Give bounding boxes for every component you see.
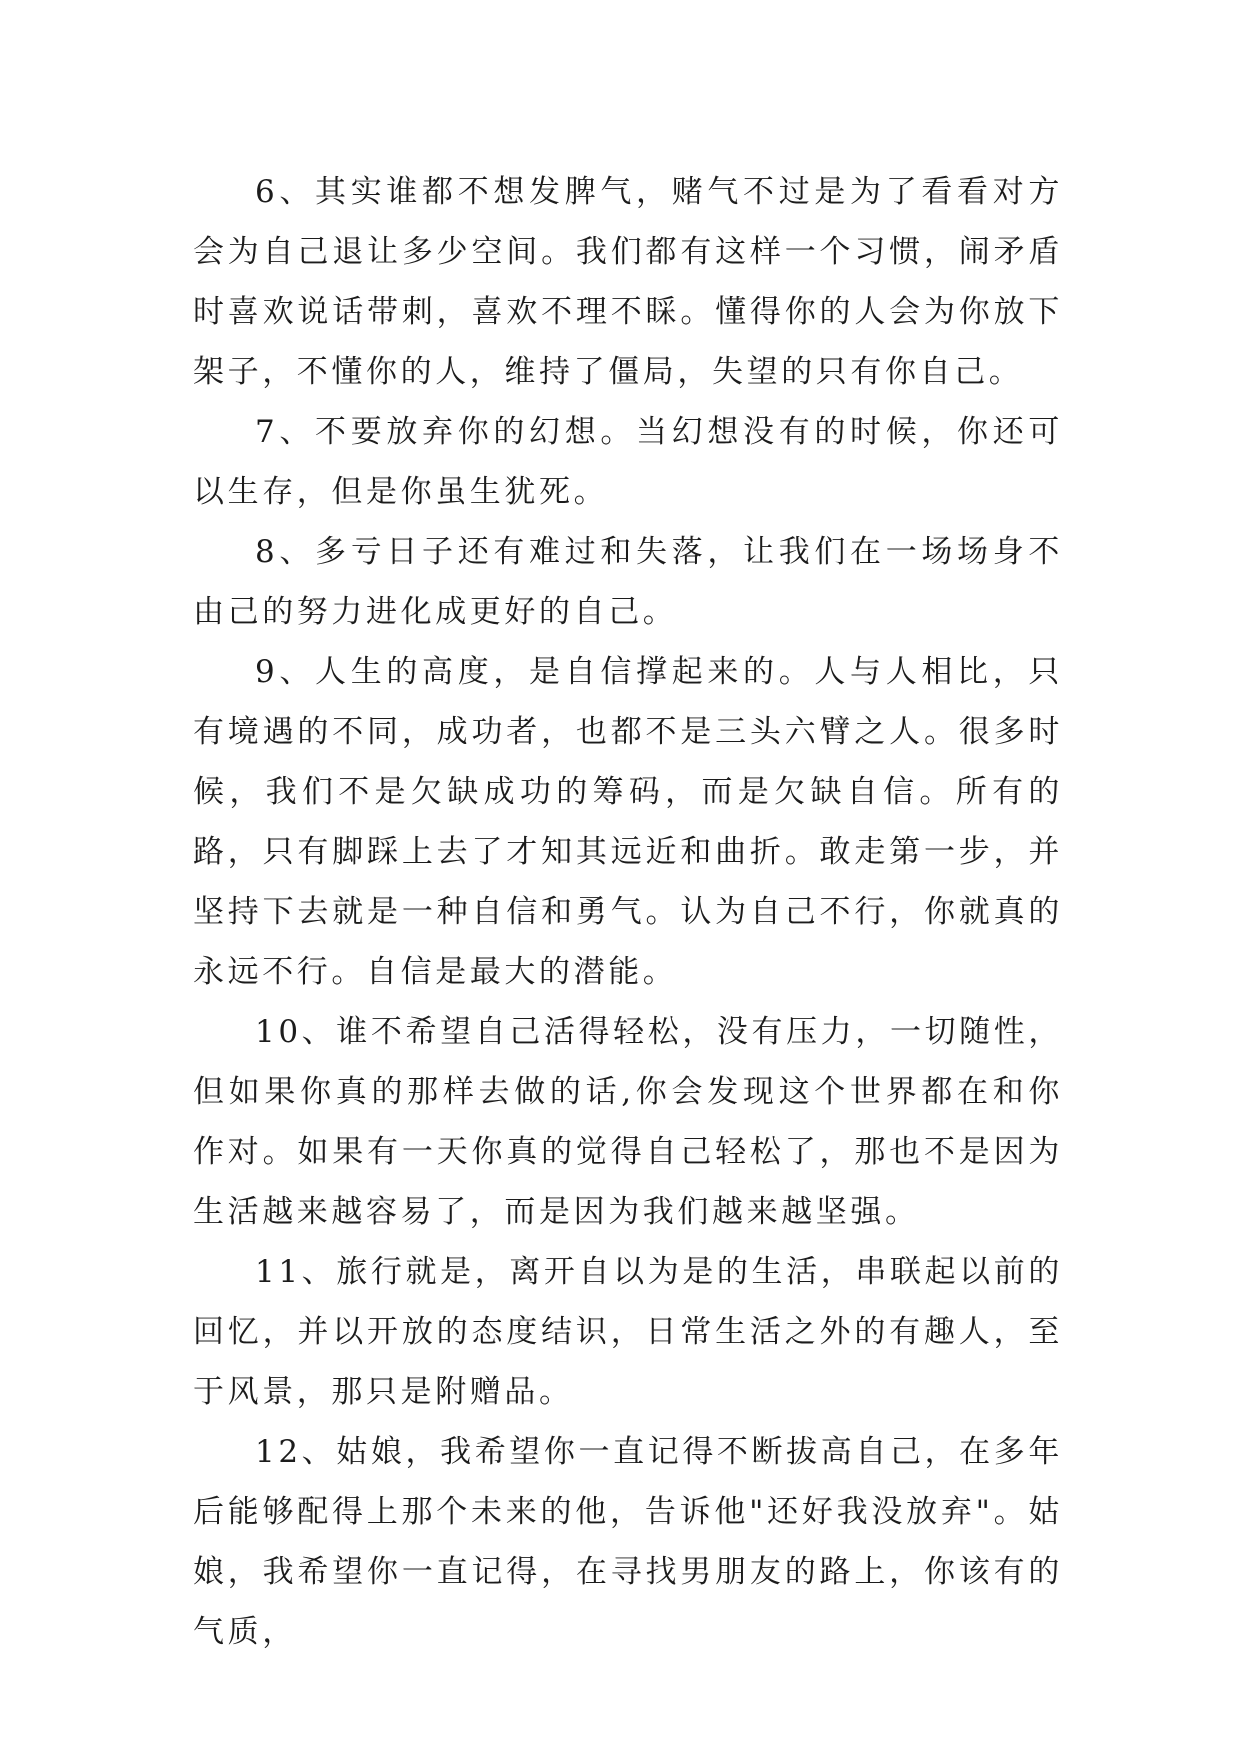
document-body: [193, 162, 1063, 1662]
paragraph-6: 6、其实谁都不想发脾气，赌气不过是为了看看对方会为自己退让多少空间。我们都有这样一个习惯，闹矛盾时喜欢说话带刺，喜欢不理不睬。懂得你的人会为你放下架子，不懂你的人，维持了僵局，失望的只有你自己。: [193, 174, 1063, 390]
paragraph-8: 8、多亏日子还有难过和失落，让我们在一场场身不由己的努力进化成更好的自己。: [193, 534, 1063, 630]
paragraph-10: 10、谁不希望自己活得轻松，没有压力，一切随性，但如果你真的那样去做的话,你会发现这个世界都在和你作对。如果有一天你真的觉得自己轻松了，那也不是因为生活越来越容易了，而是因为我们越来越坚强。: [193, 1014, 1063, 1230]
paragraph-9: 9、人生的高度，是自信撑起来的。人与人相比，只有境遇的不同，成功者，也都不是三头六臂之人。很多时候，我们不是欠缺成功的筹码，而是欠缺自信。所有的路，只有脚踩上去了才知其远近和曲折。敢走第一步，并坚持下去就是一种自信和勇气。认为自己不行，你就真的永远不行。自信是最大的潜能。: [193, 654, 1063, 990]
paragraph-12: 12、姑娘，我希望你一直记得不断拔高自己，在多年后能够配得上那个未来的他，告诉他"还好我没放弃"。姑娘，我希望你一直记得，在寻找男朋友的路上，你该有的气质，: [193, 1434, 1063, 1650]
paragraph-11: 11、旅行就是，离开自以为是的生活，串联起以前的回忆，并以开放的态度结识，日常生活之外的有趣人，至于风景，那只是附赠品。: [193, 1254, 1063, 1410]
paragraph-7: 7、不要放弃你的幻想。当幻想没有的时候，你还可以生存，但是你虽生犹死。: [193, 414, 1063, 510]
